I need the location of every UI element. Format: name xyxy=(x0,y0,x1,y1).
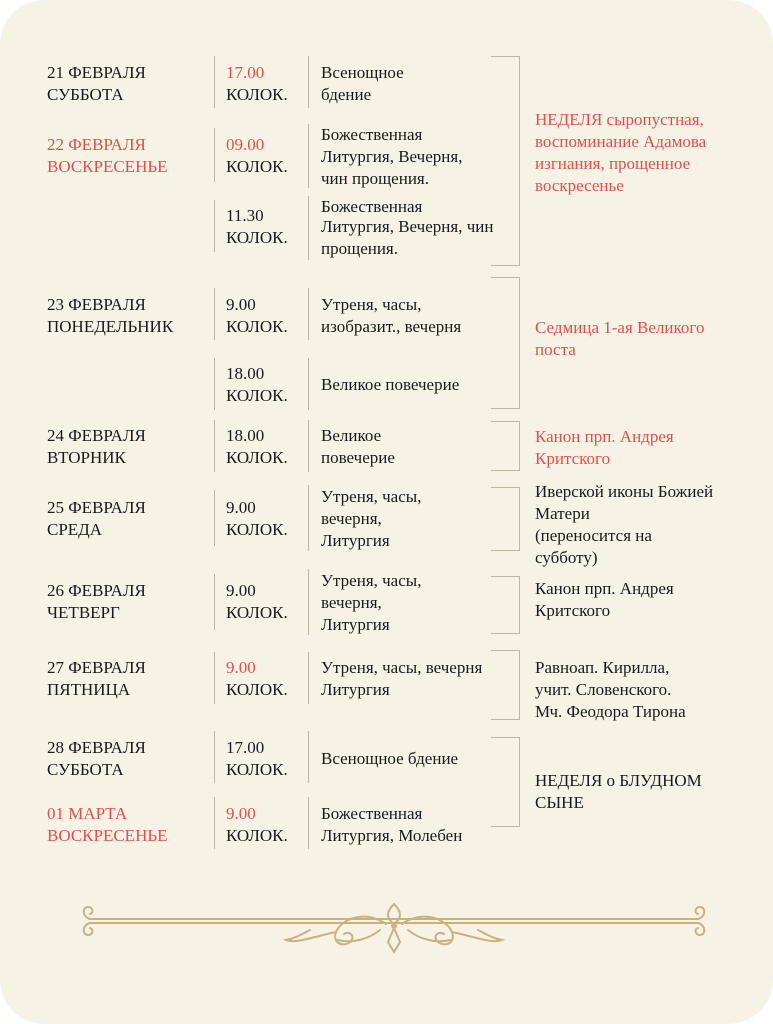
bell-label: КОЛОК. xyxy=(226,520,288,539)
weekday-label: СУББОТА xyxy=(47,760,124,779)
bell-label: КОЛОК. xyxy=(226,448,288,467)
gold-flourish-divider-icon xyxy=(78,900,710,960)
service-name: Божественная xyxy=(321,125,423,144)
column-rule xyxy=(308,731,309,783)
service-time: 9.00 xyxy=(226,804,256,823)
service-time: 17.00 xyxy=(226,738,265,757)
service-time: 09.00 xyxy=(226,135,265,154)
service-name: вечерня, xyxy=(321,593,382,612)
group-bracket xyxy=(491,576,520,634)
weekday-label: СРЕДА xyxy=(47,520,103,539)
feast-note: Мч. Феодора Тирона xyxy=(535,702,686,721)
bell-label: КОЛОК. xyxy=(226,228,288,247)
bell-label: КОЛОК. xyxy=(226,317,288,336)
group-bracket xyxy=(491,487,520,551)
weekday-label: ВТОРНИК xyxy=(47,448,126,467)
service-name: Утреня, часы, xyxy=(321,295,422,314)
weekday-label: ЧЕТВЕРГ xyxy=(47,603,120,622)
feast-note: изгнания, прощенное xyxy=(535,154,691,173)
bell-label: КОЛОК. xyxy=(226,157,288,176)
column-rule xyxy=(308,56,309,108)
group-bracket xyxy=(491,650,520,720)
service-name: прощения. xyxy=(321,239,398,258)
service-name: Великое повечерие xyxy=(321,375,460,394)
service-name: Литургия, Вечерня, xyxy=(321,147,463,166)
service-name: Всенощное бдение xyxy=(321,749,459,768)
bell-label: КОЛОК. xyxy=(226,85,288,104)
column-rule xyxy=(214,200,215,252)
service-name: повечерие xyxy=(321,448,395,467)
column-rule xyxy=(214,490,215,546)
bell-label: КОЛОК. xyxy=(226,603,288,622)
feast-note: Канон прп. Андрея xyxy=(535,579,674,598)
date-label: 25 ФЕВРАЛЯ xyxy=(47,498,146,517)
date-label: 24 ФЕВРАЛЯ xyxy=(47,426,146,445)
weekday-label: ВОСКРЕСЕНЬЕ xyxy=(47,157,168,176)
feast-note: учит. Словенского. xyxy=(535,680,672,699)
column-rule xyxy=(214,288,215,340)
service-name: Литургия xyxy=(321,531,390,550)
bell-label: КОЛОК. xyxy=(226,826,288,845)
service-name: Литургия xyxy=(321,615,390,634)
weekday-label: СУББОТА xyxy=(47,85,124,104)
service-name: Утреня, часы, xyxy=(321,487,422,506)
feast-note: Критского xyxy=(535,601,611,620)
service-name: Утреня, часы, вечерня xyxy=(321,658,483,677)
weekday-label: ПОНЕДЕЛЬНИК xyxy=(47,317,174,336)
column-rule xyxy=(308,420,309,472)
column-rule xyxy=(308,652,309,704)
feast-note: Седмица 1-ая Великого xyxy=(535,318,705,337)
service-time: 18.00 xyxy=(226,364,265,383)
feast-note: субботу) xyxy=(535,548,598,567)
group-bracket xyxy=(491,421,520,471)
column-rule xyxy=(308,485,309,551)
column-rule xyxy=(214,128,215,182)
column-rule xyxy=(308,358,309,410)
bell-label: КОЛОК. xyxy=(226,680,288,699)
bell-label: КОЛОК. xyxy=(226,760,288,779)
column-rule xyxy=(308,196,309,260)
date-label: 21 ФЕВРАЛЯ xyxy=(47,63,146,82)
service-time: 9.00 xyxy=(226,295,256,314)
service-name: Литургия, Вечерня, чин xyxy=(321,217,494,236)
column-rule xyxy=(308,288,309,340)
feast-note: (переносится на xyxy=(535,526,652,545)
column-rule xyxy=(214,574,215,630)
service-time: 9.00 xyxy=(226,581,256,600)
weekday-label: ВОСКРЕСЕНЬЕ xyxy=(47,826,168,845)
service-name: бдение xyxy=(321,85,372,104)
service-time: 11.30 xyxy=(226,206,264,225)
service-name: Великое xyxy=(321,426,382,445)
feast-note: СЫНЕ xyxy=(535,793,584,812)
column-rule xyxy=(214,652,215,704)
service-name: изобразит., вечерня xyxy=(321,317,462,336)
service-time: 18.00 xyxy=(226,426,265,445)
feast-note: Равноап. Кирилла, xyxy=(535,658,670,677)
service-name: Литургия, Молебен xyxy=(321,826,463,845)
service-time: 17.00 xyxy=(226,63,265,82)
date-label: 22 ФЕВРАЛЯ xyxy=(47,135,146,154)
feast-note: воспоминание Адамова xyxy=(535,132,707,151)
column-rule xyxy=(308,797,309,849)
feast-note: Канон прп. Андрея xyxy=(535,427,674,446)
date-label: 01 МАРТА xyxy=(47,804,128,823)
date-label: 28 ФЕВРАЛЯ xyxy=(47,738,146,757)
feast-note: воскресенье xyxy=(535,176,624,195)
column-rule xyxy=(214,797,215,849)
service-name: Литургия xyxy=(321,680,390,699)
feast-note: Критского xyxy=(535,449,611,468)
feast-note: НЕДЕЛЯ сыропустная, xyxy=(535,110,704,129)
column-rule xyxy=(214,358,215,410)
feast-note: Матери xyxy=(535,504,590,523)
feast-note: поста xyxy=(535,340,576,359)
column-rule xyxy=(214,731,215,783)
column-rule xyxy=(308,124,309,188)
group-bracket xyxy=(491,277,520,409)
service-name: чин прощения. xyxy=(321,169,429,188)
bell-label: КОЛОК. xyxy=(226,386,288,405)
service-time: 9.00 xyxy=(226,658,256,677)
group-bracket xyxy=(491,56,520,266)
service-name: Всенощное xyxy=(321,63,404,82)
date-label: 26 ФЕВРАЛЯ xyxy=(47,581,146,600)
column-rule xyxy=(308,569,309,635)
group-bracket xyxy=(491,737,520,827)
service-name: вечерня, xyxy=(321,509,382,528)
service-time: 9.00 xyxy=(226,498,256,517)
date-label: 27 ФЕВРАЛЯ xyxy=(47,658,146,677)
column-rule xyxy=(214,56,215,108)
service-name: Утреня, часы, xyxy=(321,571,422,590)
feast-note: Иверской иконы Божией xyxy=(535,482,714,501)
date-label: 23 ФЕВРАЛЯ xyxy=(47,295,146,314)
feast-note: НЕДЕЛЯ о БЛУДНОМ xyxy=(535,771,702,790)
weekday-label: ПЯТНИЦА xyxy=(47,680,131,699)
service-name: Божественная xyxy=(321,804,423,823)
service-name: Божественная xyxy=(321,197,423,216)
column-rule xyxy=(214,420,215,472)
